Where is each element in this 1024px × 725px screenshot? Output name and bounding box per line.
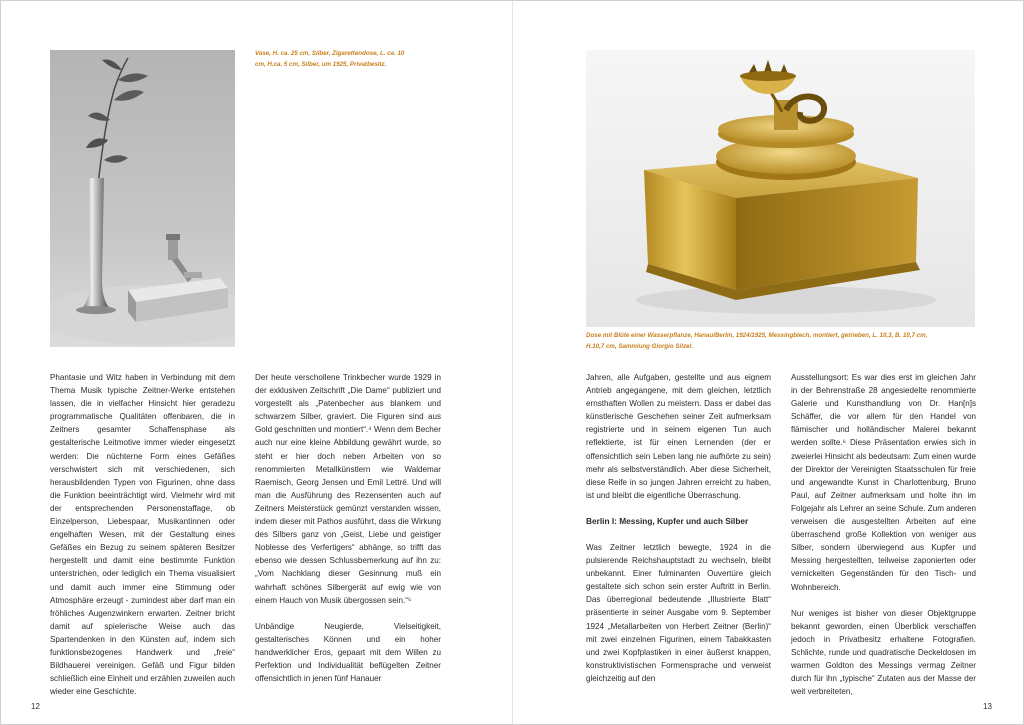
left-column-2 <box>255 371 441 698</box>
paragraph: Phantasie und Witz haben in Verbindung mit dem Thema Musik typische Zeitner-Werke entstehen lassen, die in vielfacher Hinsicht hier geradezu programmatische Qualitäten offenbaren, die in Zeitners gesamter Schaffensphase als gestalterische Leitmotive immer wieder eingesetzt werden: Die nüchterne Form eines Gefäßes verschwistert sich mit verschiedenen, sich herausbildenden Typen von Figurinen, ohne dass die Funktion beeinträchtigt wird. Vielmehr wird mit der entsprechenden Personenstaffage, ob Einzelperson, Liebespaar, Musikantinnen oder engelhaften Wesen, mit der Gestaltung eines Gefäßes ein Bezug zu seinem späteren Besitzer hergestellt und damit eine bestimmte Funktion unterstrichen, oder lediglich ein Thema visualisiert und damit auch immer eine Stimmung oder Atmosphäre erzeugt - zumindest aber darf man ein fröhliches Augenzwinkern erwarten. Zeitner bricht damit auf spielerische Weise auch das Spartendenken in den Künsten auf, indem sich funktionsbezogenes Handwerk und „freie“ Bildhauerei vereinigen. Gefäß und Figur bilden schließlich eine Einheit und erzählen zuweilen auch wieder eine Geschichte. <box>50 373 235 697</box>
paragraph: Der heute verschollene Trinkbecher wurde 1929 in der exklusiven Zeitschrift „Die Dame“ publiziert und vorgestellt als „Patenbecher aus blankem und schwarzem Silber, graviert. Die Figuren sind aus Gold geschnitten und montiert“.⁴ Wenn dem Becher auch nur eine kleine Abbildung gewährt wurde, so steht er hier doch neben Arbeiten von so renommierten Metallkünstlern wie Waldemar Raemisch, Georg Jensen und Emil Lettré. Und will man die Ausführung des Rezensenten auch auf Zeitners Meisterstück gemünzt verstanden wissen, indem dieser mit Pathos ausführt, dass die Wirkung des Silbers ganz von „Geist, Liebe und geistiger Noblesse des Verfertigers“ abhänge, so trifft das ebenso wie dessen Schlussbemerkung auf ihn zu: „Vom Nachklang dieser Gesinnung muß ein wahrhaft schönes Silbergerät auf ewig wie von einem Hauch von Musik übergossen sein.“⁵ <box>255 373 441 605</box>
brass-box-illustration <box>586 50 975 327</box>
paragraph: Jahren, alle Aufgaben, gestellte und aus eignem Antrieb angegangene, mit dem gleichen, letztlich ernsthaften Wollen zu meistern. Dass er dabei das künstlerische Geschehen seiner Zeit aufmerksam registrierte und in seinem eigenen Tun auch reflektierte, ist für einen Lernenden (der er offensichtlich sein Leben lang nie aufhörte zu sein) mehr als selbstverständlich. Aber diese Sicherheit, diese Reife in so jungen Jahren erreicht zu haben, ist und bleibt die eigentliche Überraschung. <box>586 373 771 500</box>
brass-box-caption: Dose mit Blüte einer Wasserpflanze, Hanau/Berlin, 1924/1925, Messingblech, montiert, getrieben, L. 10,3, B. 10,7 cm, H.10,7 cm, Sammlung Giorgio Silzer. <box>586 332 928 350</box>
paragraph: Was Zeitner letztlich bewegte, 1924 in die pulsierende Reichshauptstadt zu wechseln, bleibt unbekannt. Einer fulminanten Ouvertüre gleich gestaltete sich schon sein erster Auftritt in Berlin. Das überregional bedeutende „Illustrierte Blatt“ präsentierte in seiner Ausgabe vom 9. September 1924 „Metallarbeiten von Herbert Zeitner (Berlin)“ mit zwei einzelnen Figurinen, einem Tabakkasten und zwei Kopfplastiken in einer äußerst knappen, konstruktivistischen Formensprache und verweist gleichzeitig auf den <box>586 542 771 683</box>
paragraph: Unbändige Neugierde, Vielseitigkeit, gestalterisches Können und ein hoher handwerklicher Eros, gepaart mit dem Willen zu Perfektion und Individualität beflügelten Zeitner offensichtlich in jenen fünf Hanauer <box>255 621 441 684</box>
right-column-2 <box>791 371 976 711</box>
page-number-left: 12 <box>31 702 40 711</box>
section-heading: Berlin I: Messing, Kupfer und auch Silber <box>586 515 749 526</box>
vase-photo-illustration <box>50 50 235 347</box>
brass-box-photo <box>586 50 975 327</box>
paragraph: Nur weniges ist bisher von dieser Objektgruppe bekannt geworden, einen Überblick verschaffen jedoch in Privatbesitz erhaltene Fotografien. Schlichte, runde und quadratische Deckeldosen im warmen Goldton des Messings vermag Zeitner durch für ihn „typische“ Zutaten aus der Masse der weit verbreiteten, <box>791 608 976 697</box>
vase-photo <box>50 50 235 347</box>
right-column-1 <box>586 371 771 698</box>
page-number-right: 13 <box>983 702 992 711</box>
left-column-1 <box>50 371 235 711</box>
gutter <box>512 1 513 724</box>
paragraph: Ausstellungsort: Es war dies erst im gleichen Jahr in der Behrenstraße 28 angesiedelte renommierte Galerie und Kunsthandlung von Dr. Han[n]s Schäffer, die vor allem für den Handel von flämischer und holländischer Malerei bekannt werden sollte.⁶ Diese Präsentation erwies sich in zweierlei Hinsicht als bedeutsam: Zum einen wurde der Direktor der Vereinigten Staatsschulen für freie und angewandte Kunst in Charlottenburg, Bruno Paul, auf Zeitner aufmerksam und holte ihn im Folgejahr als Lehrer an seine Schule. Zum anderen verweisen die ausgestellten Arbeiten auf eine überraschend große Kollektion von weniger aus Silber, sondern überwiegend aus Kupfer und Messing hergestellten, teilweise zaponierten oder vernickelten Gegenständen für den Tisch- und Wohnbereich. <box>791 373 976 592</box>
vase-caption: Vase, H. ca. 25 cm, Silber, Zigarettendose, L. ca. 10 cm, H.ca. 5 cm, Silber, um 1925, Privatbesitz. <box>255 50 405 68</box>
